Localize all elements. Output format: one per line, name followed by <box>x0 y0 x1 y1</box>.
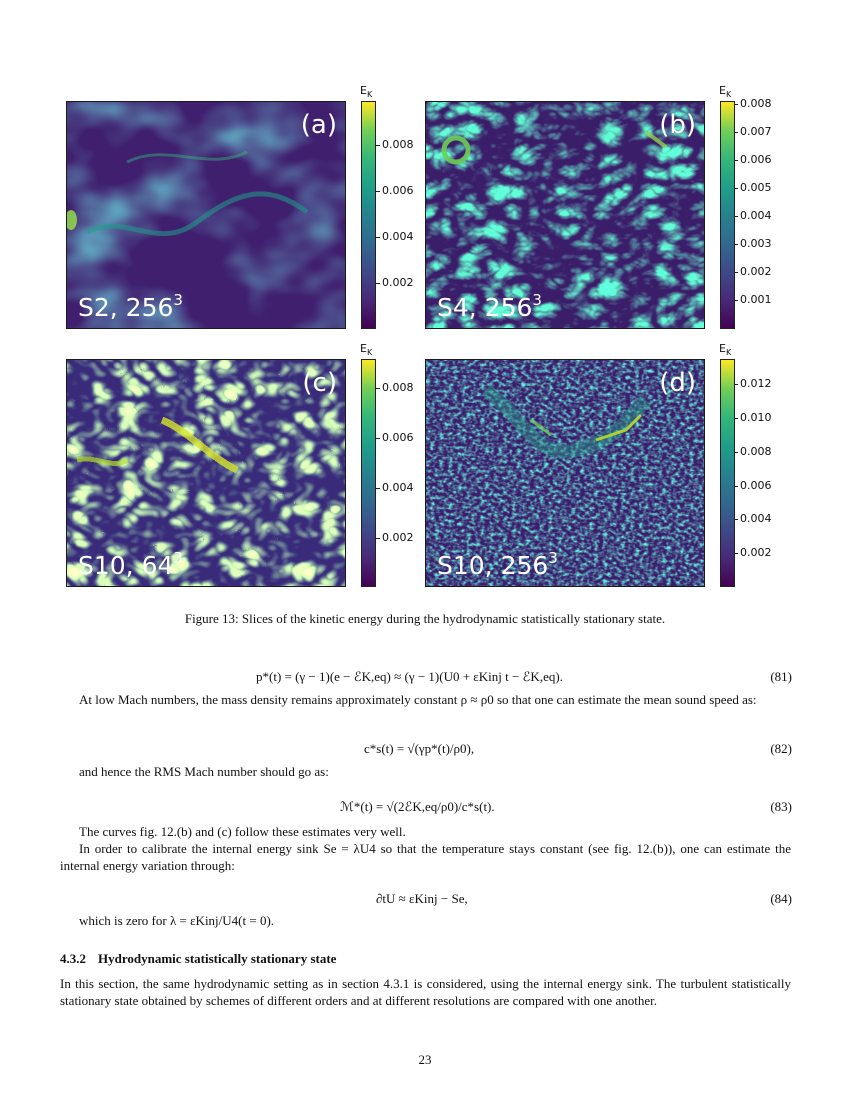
panel-d <box>425 359 705 587</box>
colorbar-b-tick: 0.005 <box>740 181 772 194</box>
colorbar-d-tick: 0.012 <box>740 377 772 390</box>
colorbar-b-tick: 0.004 <box>740 209 772 222</box>
equation-84: ∂tU ≈ εKinj − Se, <box>376 891 468 906</box>
colorbar-b-tick: 0.006 <box>740 153 772 166</box>
panel-b-label: (b) <box>659 110 696 140</box>
colorbar-c-tick: 0.004 <box>382 481 414 494</box>
panel-d-scheme-label: S10, $256^3$ <box>437 549 558 580</box>
colorbar-d-tick: 0.008 <box>740 445 772 458</box>
colorbar-d-tick: 0.010 <box>740 411 772 424</box>
colorbar-a-tick: 0.004 <box>382 230 414 243</box>
colorbar-d-tick: 0.006 <box>740 479 772 492</box>
panel-b-scheme-label: S4, $256^3$ <box>437 291 542 322</box>
panel-c-scheme-label: S10, $64^3$ <box>78 549 183 580</box>
colorbar-c-title: $E_K$ <box>360 342 373 358</box>
colorbar-a-tick: 0.008 <box>382 138 414 151</box>
panel-c <box>66 359 346 587</box>
colorbar-a <box>361 101 376 329</box>
equation-81-number: (81) <box>770 669 792 684</box>
colorbar-b-title: $E_K$ <box>719 84 732 100</box>
panel-d-label: (d) <box>659 368 696 398</box>
colorbar-b-tick: 0.002 <box>740 265 772 278</box>
colorbar-a-tick: 0.006 <box>382 184 414 197</box>
colorbar-c <box>361 359 376 587</box>
paragraph-rms-mach: and hence the RMS Mach number should go as: <box>79 764 329 779</box>
colorbar-a-tick: 0.002 <box>382 276 414 289</box>
equation-81: p*(t) = (γ − 1)(e − ℰK,eq) ≈ (γ − 1)(U0 + εKinj t − ℰK,eq). <box>256 669 563 684</box>
colorbar-c-tick: 0.002 <box>382 531 414 544</box>
figure-caption: Figure 13: Slices of the kinetic energy during the hydrodynamic statistically stationary state. <box>184 611 666 626</box>
equation-83: ℳ*(t) = √(2ℰK,eq/ρ0)/c*s(t). <box>340 799 495 814</box>
colorbar-a-title: $E_K$ <box>360 84 373 100</box>
colorbar-b <box>720 101 735 329</box>
panel-a <box>66 101 346 329</box>
equation-82: c*s(t) = √(γp*(t)/ρ0), <box>364 741 475 756</box>
equation-83-number: (83) <box>770 799 792 814</box>
paragraph-low-mach: At low Mach numbers, the mass density remains approximately constant ρ ≈ ρ0 so that one can estimate the mean sound speed as: <box>79 692 757 707</box>
colorbar-b-tick: 0.008 <box>740 97 772 110</box>
equation-82-number: (82) <box>770 741 792 756</box>
panel-c-label: (c) <box>302 368 337 398</box>
paragraph-calibrate: In order to calibrate the internal energy sink Se = λU4 so that the temperature stays constant (see fig. 12.(b)), one can estimate the internal energy variation through: <box>60 841 791 873</box>
paragraph-section-intro: In this section, the same hydrodynamic setting as in section 4.3.1 is considered, using the internal energy sink. The turbulent statistically stationary state obtained by schemes of different orders and at different resolutions are compared with one another. <box>60 976 791 1008</box>
panel-b <box>425 101 705 329</box>
panel-a-label: (a) <box>300 110 337 140</box>
colorbar-d-title: $E_K$ <box>719 342 732 358</box>
section-heading: 4.3.2 Hydrodynamic statistically stationary state <box>60 951 337 966</box>
colorbar-d-tick: 0.002 <box>740 546 772 559</box>
colorbar-c-tick: 0.006 <box>382 431 414 444</box>
panel-a-scheme-label: S2, $256^3$ <box>78 291 183 322</box>
colorbar-c-tick: 0.008 <box>382 381 414 394</box>
colorbar-b-tick: 0.007 <box>740 125 772 138</box>
paragraph-zero-for: which is zero for λ = εKinj/U4(t = 0). <box>79 913 275 928</box>
equation-84-number: (84) <box>770 891 792 906</box>
colorbar-d-tick: 0.004 <box>740 512 772 525</box>
colorbar-b-tick: 0.001 <box>740 293 772 306</box>
page-number: 23 <box>418 1052 432 1067</box>
paragraph-curves: The curves fig. 12.(b) and (c) follow these estimates very well. <box>79 824 406 839</box>
colorbar-b-tick: 0.003 <box>740 237 772 250</box>
colorbar-d <box>720 359 735 587</box>
